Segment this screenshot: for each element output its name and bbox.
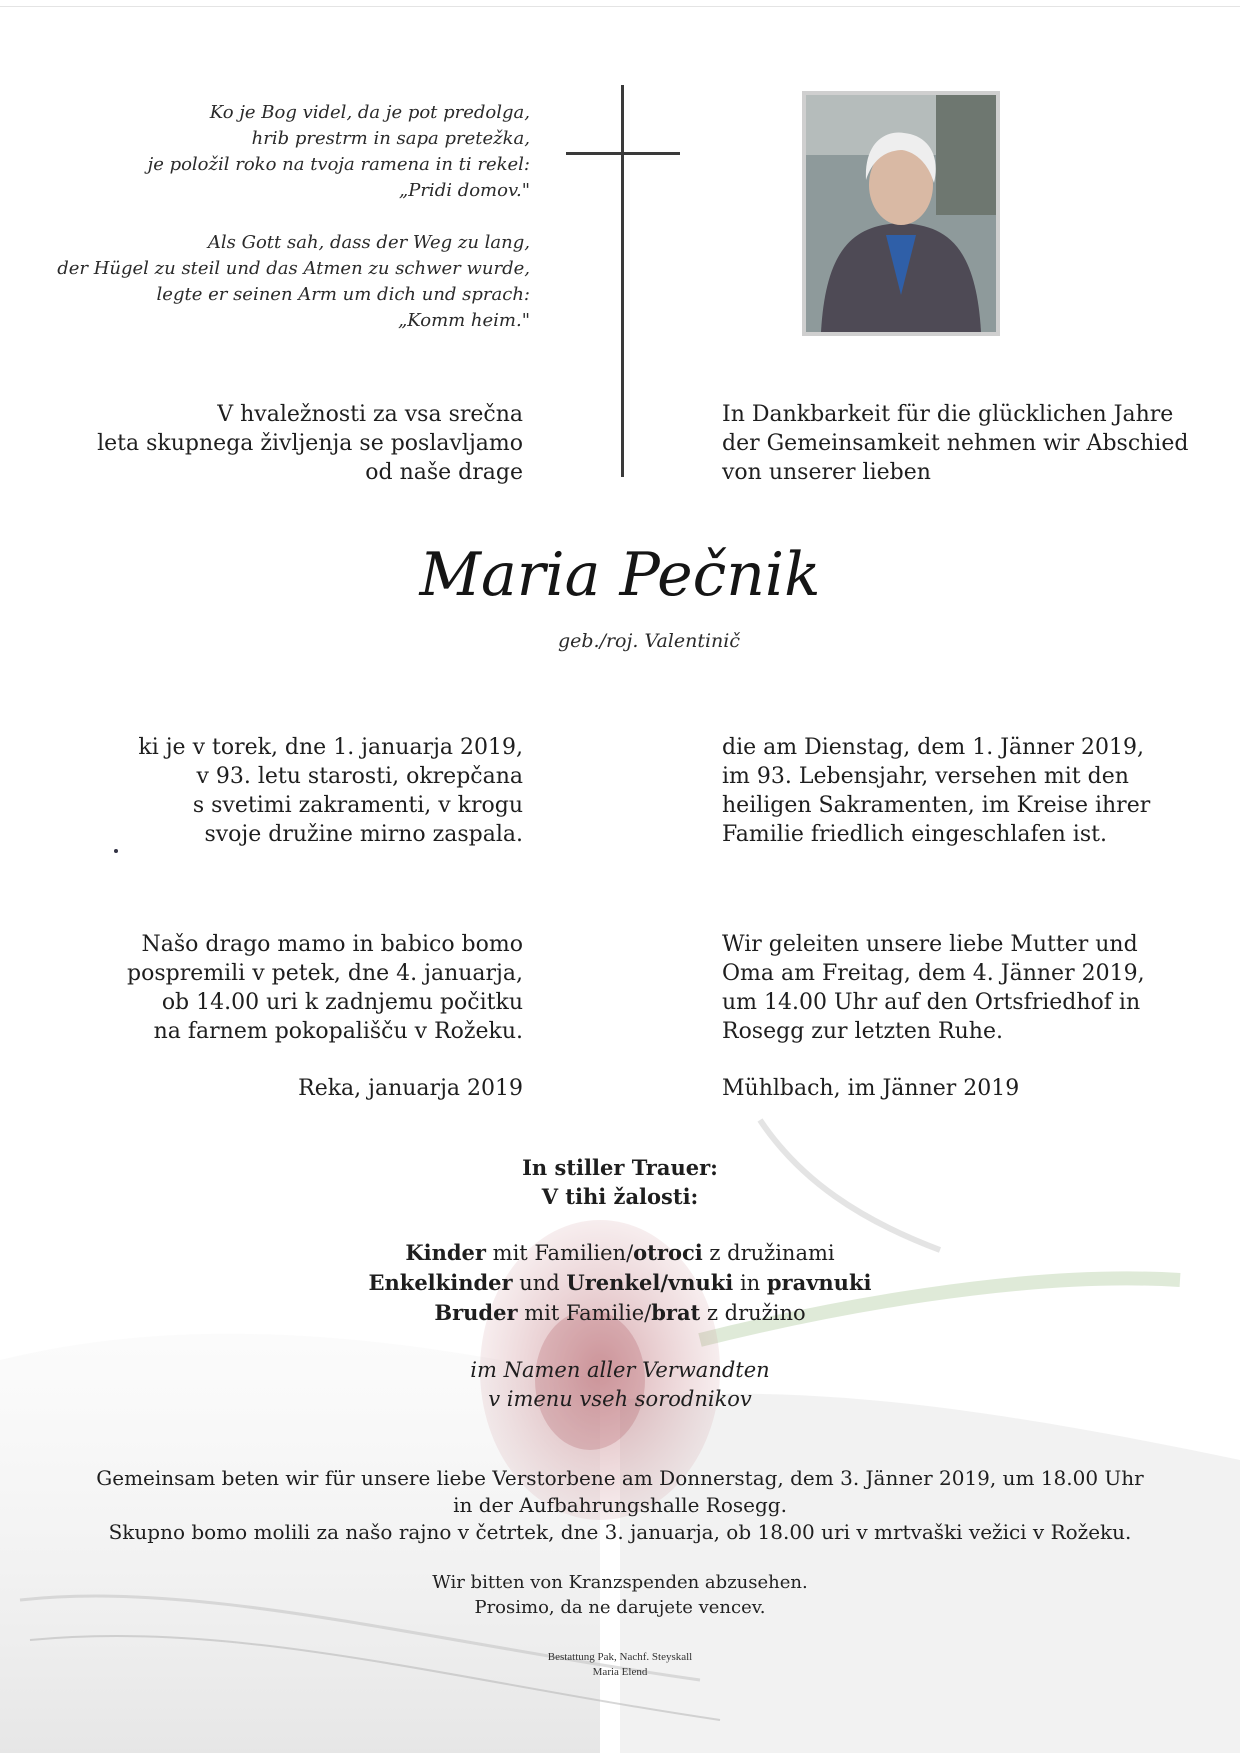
intro-si: V hvaležnosti za vsa srečna leta skupnega življenja se poslavljamo od naše drage xyxy=(97,402,523,485)
death-si: ki je v torek, dne 1. januarja 2019, v 93. letu starosti, okrepčana s svetimi zakramenti, v krogu svoje družine mirno zaspala. xyxy=(138,735,523,847)
mourner-line: Kinder mit Familien/otroci z družinami xyxy=(405,1240,835,1265)
burial-si: Našo drago mamo in babico bomo pospremili v petek, dne 4. januarja, ob 14.00 uri k zadnjemu počitku na farnem pokopališču v Rožeku. xyxy=(127,932,523,1044)
poem xyxy=(50,100,530,334)
place-date-de: Mühlbach, im Jänner 2019 xyxy=(722,1076,1020,1101)
cross-horizontal-bar xyxy=(566,152,680,155)
wreath-note: Wir bitten von Kranzspenden abzusehen. Prosimo, da ne darujete vencev. xyxy=(432,1572,808,1618)
portrait-photo xyxy=(802,91,1000,336)
poem-de-line: der Hügel zu steil und das Atmen zu schwer wurde, xyxy=(57,258,530,279)
prayer-notice: Gemeinsam beten wir für unsere liebe Verstorbene am Donnerstag, dem 3. Jänner 2019, um 18.00 Uhr in der Aufbahrungshalle Rosegg. Skupno bomo molili za našo rajno v četrtek, dne 3. januarja, ob 18.00 uri v mrtvaški vežici v Rožeku. xyxy=(96,1466,1144,1544)
top-divider xyxy=(0,6,1240,7)
burial-de: Wir geleiten unsere liebe Mutter und Oma am Freitag, dem 4. Jänner 2019, um 14.00 Uhr auf den Ortsfriedhof in Rosegg zur letzten Ruhe. xyxy=(722,932,1145,1044)
poem-de-line: „Komm heim." xyxy=(397,310,530,331)
relatives-note: im Namen aller Verwandten v imenu vseh sorodnikov xyxy=(470,1358,770,1411)
poem-si-line: je položil roko na tvoja ramena in ti rekel: xyxy=(147,154,530,175)
undertaker: Bestattung Pak, Nachf. Steyskall Maria Elend xyxy=(547,1651,693,1678)
mourning-heading: In stiller Trauer: V tihi žalosti: xyxy=(522,1155,718,1209)
scan-speck xyxy=(114,849,118,853)
poem-si-line: hrib prestrm in sapa pretežka, xyxy=(251,128,530,149)
mourner-line: Bruder mit Familie/brat z družino xyxy=(434,1300,806,1325)
place-date-si: Reka, januarja 2019 xyxy=(298,1076,523,1101)
poem-si-line: „Pridi domov." xyxy=(398,180,530,201)
mourner-line: Enkelkinder und Urenkel/vnuki in pravnuki xyxy=(368,1270,872,1295)
intro-de: In Dankbarkeit für die glücklichen Jahre der Gemeinsamkeit nehmen wir Abschied von unserer lieben xyxy=(722,402,1189,485)
poem-de-line: legte er seinen Arm um dich und sprach: xyxy=(156,284,530,305)
poem-de-line: Als Gott sah, dass der Weg zu lang, xyxy=(207,232,530,253)
cross-vertical-bar xyxy=(621,85,624,477)
mourners-list xyxy=(0,1238,1240,1328)
deceased-name: Maria Pečnik xyxy=(419,540,821,610)
death-de: die am Dienstag, dem 1. Jänner 2019, im 93. Lebensjahr, versehen mit den heiligen Sakramenten, im Kreise ihrer Familie friedlich eingeschlafen ist. xyxy=(722,735,1151,847)
maiden-name: geb./roj. Valentinič xyxy=(557,630,740,652)
poem-si-line: Ko je Bog videl, da je pot predolga, xyxy=(209,102,530,123)
